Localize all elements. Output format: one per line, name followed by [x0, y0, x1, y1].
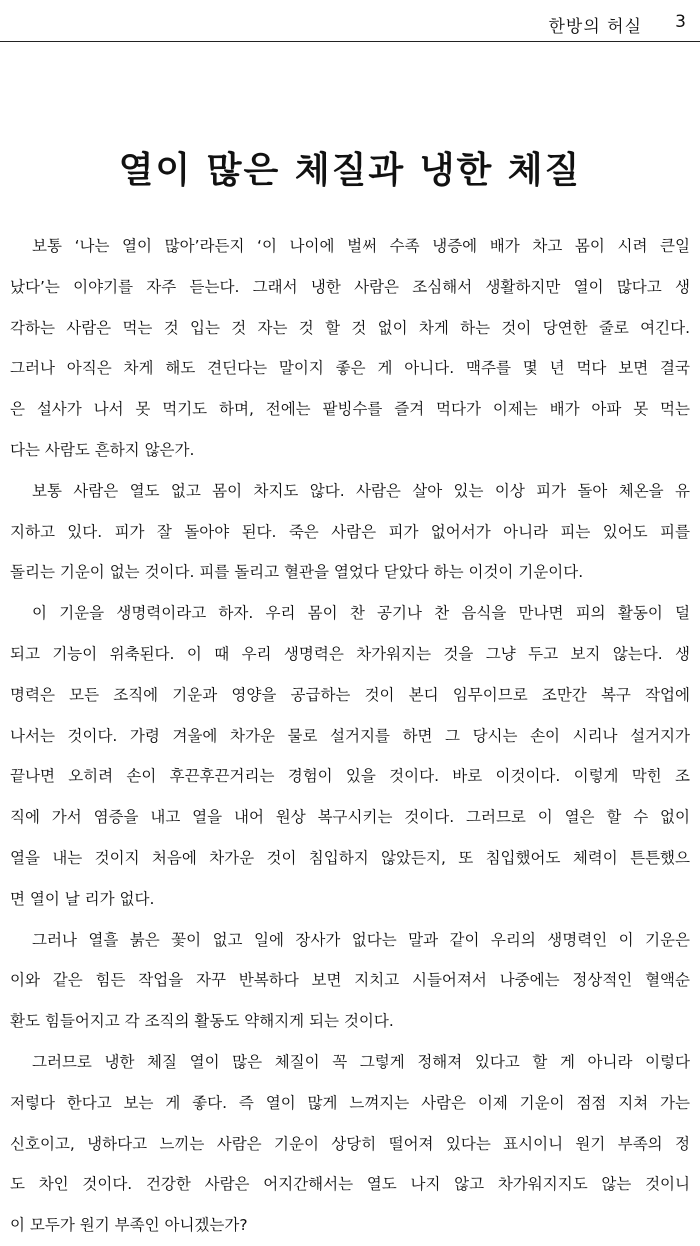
text-line: 돌리는 기운이 없는 것이다. 피를 돌리고 혈관을 열었다 닫았다 하는 이것이 기운이다. — [10, 563, 584, 582]
text-line: 보통 사람은 열도 없고 몸이 차지도 않다. 사람은 살아 있는 이상 피가 돌아 체온을 유 — [32, 481, 690, 500]
text-line: 은 설사가 나서 못 먹기도 하며, 전에는 팥빙수를 즐겨 먹다가 이제는 배가 아파 못 먹는 — [10, 400, 690, 419]
text-line: 면 열이 날 리가 없다. — [10, 889, 155, 908]
text-line: 이 모두가 원기 부족인 아니겠는가? — [10, 1216, 248, 1235]
text-line: 환도 힘들어지고 각 조직의 활동도 약해지게 되는 것이다. — [10, 1012, 394, 1031]
page-header — [0, 0, 700, 44]
text-line: 지하고 있다. 피가 잘 돌아야 된다. 죽은 사람은 피가 없어서가 아니라 피는 있어도 피를 — [10, 522, 690, 541]
text-line: 되고 기능이 위축된다. 이 때 우리 생명력은 차가워지는 것을 그냥 두고 보지 않는다. 생 — [10, 644, 690, 663]
text-line: 났다’는 이야기를 자주 듣는다. 그래서 냉한 사람은 조심해서 생활하지만 열이 많다고 생 — [10, 277, 690, 296]
body-text — [10, 226, 690, 1246]
text-line: 나서는 것이다. 가령 겨울에 차가운 물로 설거지를 하면 그 당시는 손이 시리나 설거지가 — [10, 726, 690, 745]
paragraph — [10, 920, 690, 1042]
text-line: 열을 내는 것이지 처음에 차가운 것이 침입하지 않았든지, 또 침입했어도 체력이 튼튼했으 — [10, 848, 690, 867]
text-line: 다는 사람도 흔하지 않은가. — [10, 440, 195, 459]
text-line: 이 기운을 생명력이라고 하자. 우리 몸이 찬 공기나 찬 음식을 만나면 피의 활동이 덜 — [32, 604, 690, 623]
text-line: 끝나면 오히려 손이 후끈후끈거리는 경험이 있을 것이다. 바로 이것이다. 이렇게 막힌 조 — [10, 767, 690, 786]
running-title: 한방의 허실 — [548, 17, 642, 37]
paragraph — [10, 593, 690, 919]
text-line: 도 차인 것이다. 건강한 사람은 어지간해서는 열도 나지 않고 차가워지지도 않는 것이니 — [10, 1175, 690, 1194]
text-line: 명력은 모든 조직에 기운과 영양을 공급하는 것이 본디 임무이므로 조만간 복구 작업에 — [10, 685, 690, 704]
paragraph — [10, 1042, 690, 1246]
text-line: 각하는 사람은 먹는 것 입는 것 자는 것 할 것 없이 차게 하는 것이 당연한 줄로 여긴다. — [10, 318, 690, 337]
text-line: 직에 가서 염증을 내고 열을 내어 원상 복구시키는 것이다. 그러므로 이 열은 할 수 없이 — [10, 808, 690, 827]
text-line: 그러나 열흘 붉은 꽃이 없고 일에 장사가 없다는 말과 같이 우리의 생명력인 이 기운은 — [32, 930, 690, 949]
text-line: 신호이고, 냉하다고 느끼는 사람은 기운이 상당히 떨어져 있다는 표시이니 원기 부족의 정 — [10, 1134, 690, 1153]
text-line: 이와 같은 힘든 작업을 자꾸 반복하다 보면 지치고 시들어져서 나중에는 정상적인 혈액순 — [10, 971, 690, 990]
paragraph — [10, 226, 690, 471]
text-line: 그러나 아직은 차게 해도 견딘다는 말이지 좋은 게 아니다. 맥주를 몇 년 먹다 보면 결국 — [10, 359, 690, 378]
text-line: 그러므로 냉한 체질 열이 많은 체질이 꼭 그렇게 정해져 있다고 할 게 아니라 이렇다 — [32, 1052, 690, 1071]
chapter-title: 열이 많은 체질과 냉한 체질 — [118, 150, 582, 191]
page-number: 3 — [675, 12, 686, 32]
text-line: 저렇다 한다고 보는 게 좋다. 즉 열이 많게 느껴지는 사람은 이제 기운이 점점 지쳐 가는 — [10, 1093, 690, 1112]
paragraph — [10, 471, 690, 593]
text-line: 보통 ‘나는 열이 많아’라든지 ‘이 나이에 벌써 수족 냉증에 배가 차고 몸이 시려 큰일 — [32, 237, 690, 255]
header-rule — [0, 41, 700, 42]
